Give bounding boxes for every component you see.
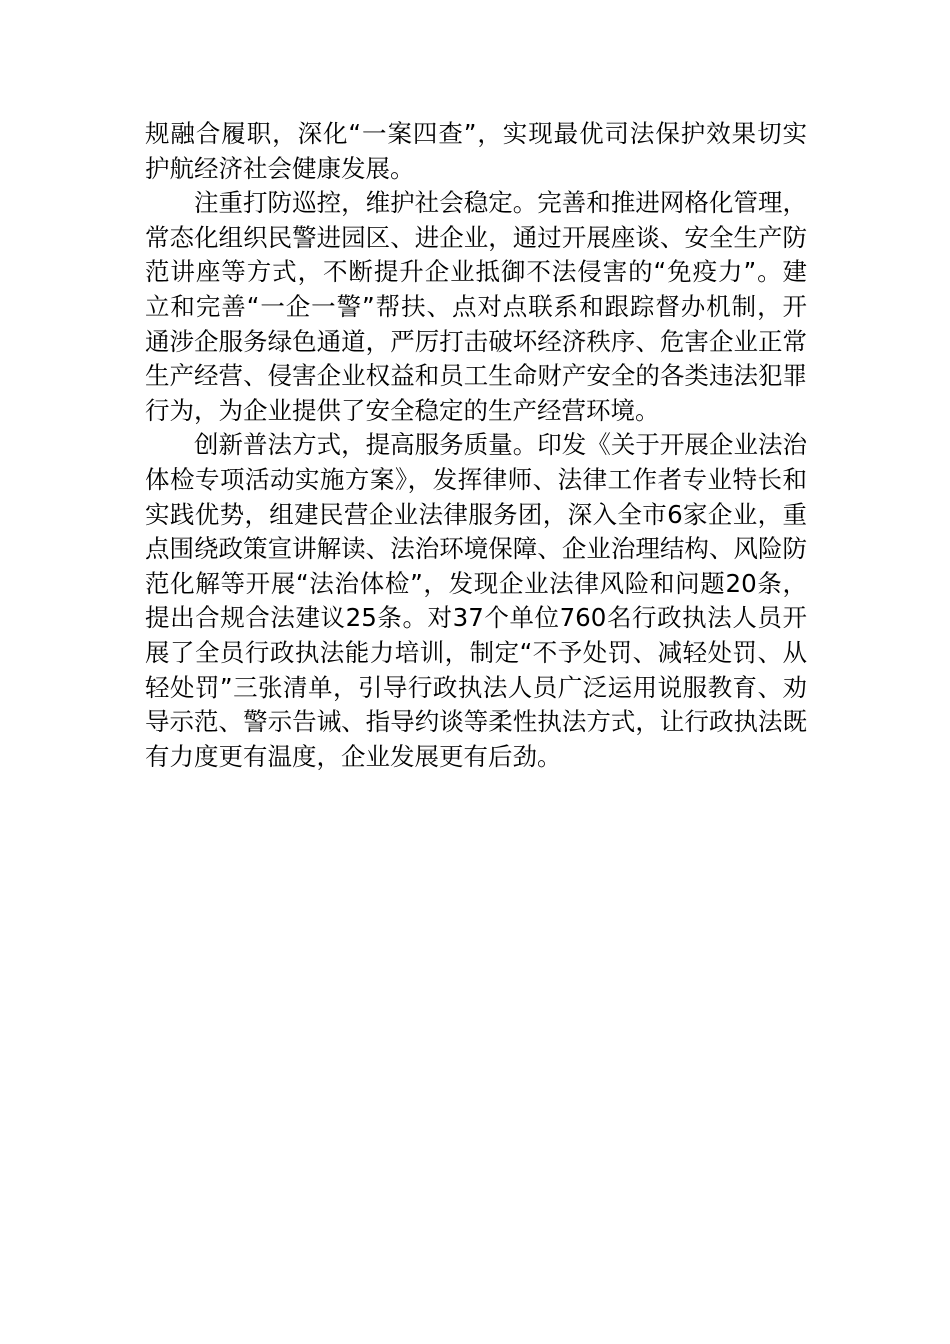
- body-text: [145, 117, 807, 774]
- paragraph-continuation: 规融合履职，深化“一案四查”，实现最优司法保护效果切实护航经济社会健康发展。: [145, 119, 807, 183]
- paragraph-patrol-control: 注重打防巡控，维护社会稳定。完善和推进网格化管理，常态化组织民警进园区、进企业，通过开展座谈、安全生产防范讲座等方式，不断提升企业抵御不法侵害的“免疫力”。建立和完善“一企一警”帮扶、点对点联系和跟踪督办机制，开通涉企服务绿色通道，严厉打击破坏经济秩序、危害企业正常生产经营、侵害企业权益和员工生命财产安全的各类违法犯罪行为，为企业提供了安全稳定的生产经营环境。: [145, 188, 807, 425]
- paragraph-legal-education: 创新普法方式，提高服务质量。印发《关于开展企业法治体检专项活动实施方案》，发挥律师、法律工作者专业特长和实践优势，组建民营企业法律服务团，深入全市6家企业，重点围绕政策宣讲解读、法治环境保障、企业治理结构、风险防范化解等开展“法治体检”，发现企业法律风险和问题20条，提出合规合法建议25条。对37个单位760名行政执法人员开展了全员行政执法能力培训，制定“不予处罚、减轻处罚、从轻处罚”三张清单，引导行政执法人员广泛运用说服教育、劝导示范、警示告诫、指导约谈等柔性执法方式，让行政执法既有力度更有温度，企业发展更有后劲。: [145, 430, 807, 771]
